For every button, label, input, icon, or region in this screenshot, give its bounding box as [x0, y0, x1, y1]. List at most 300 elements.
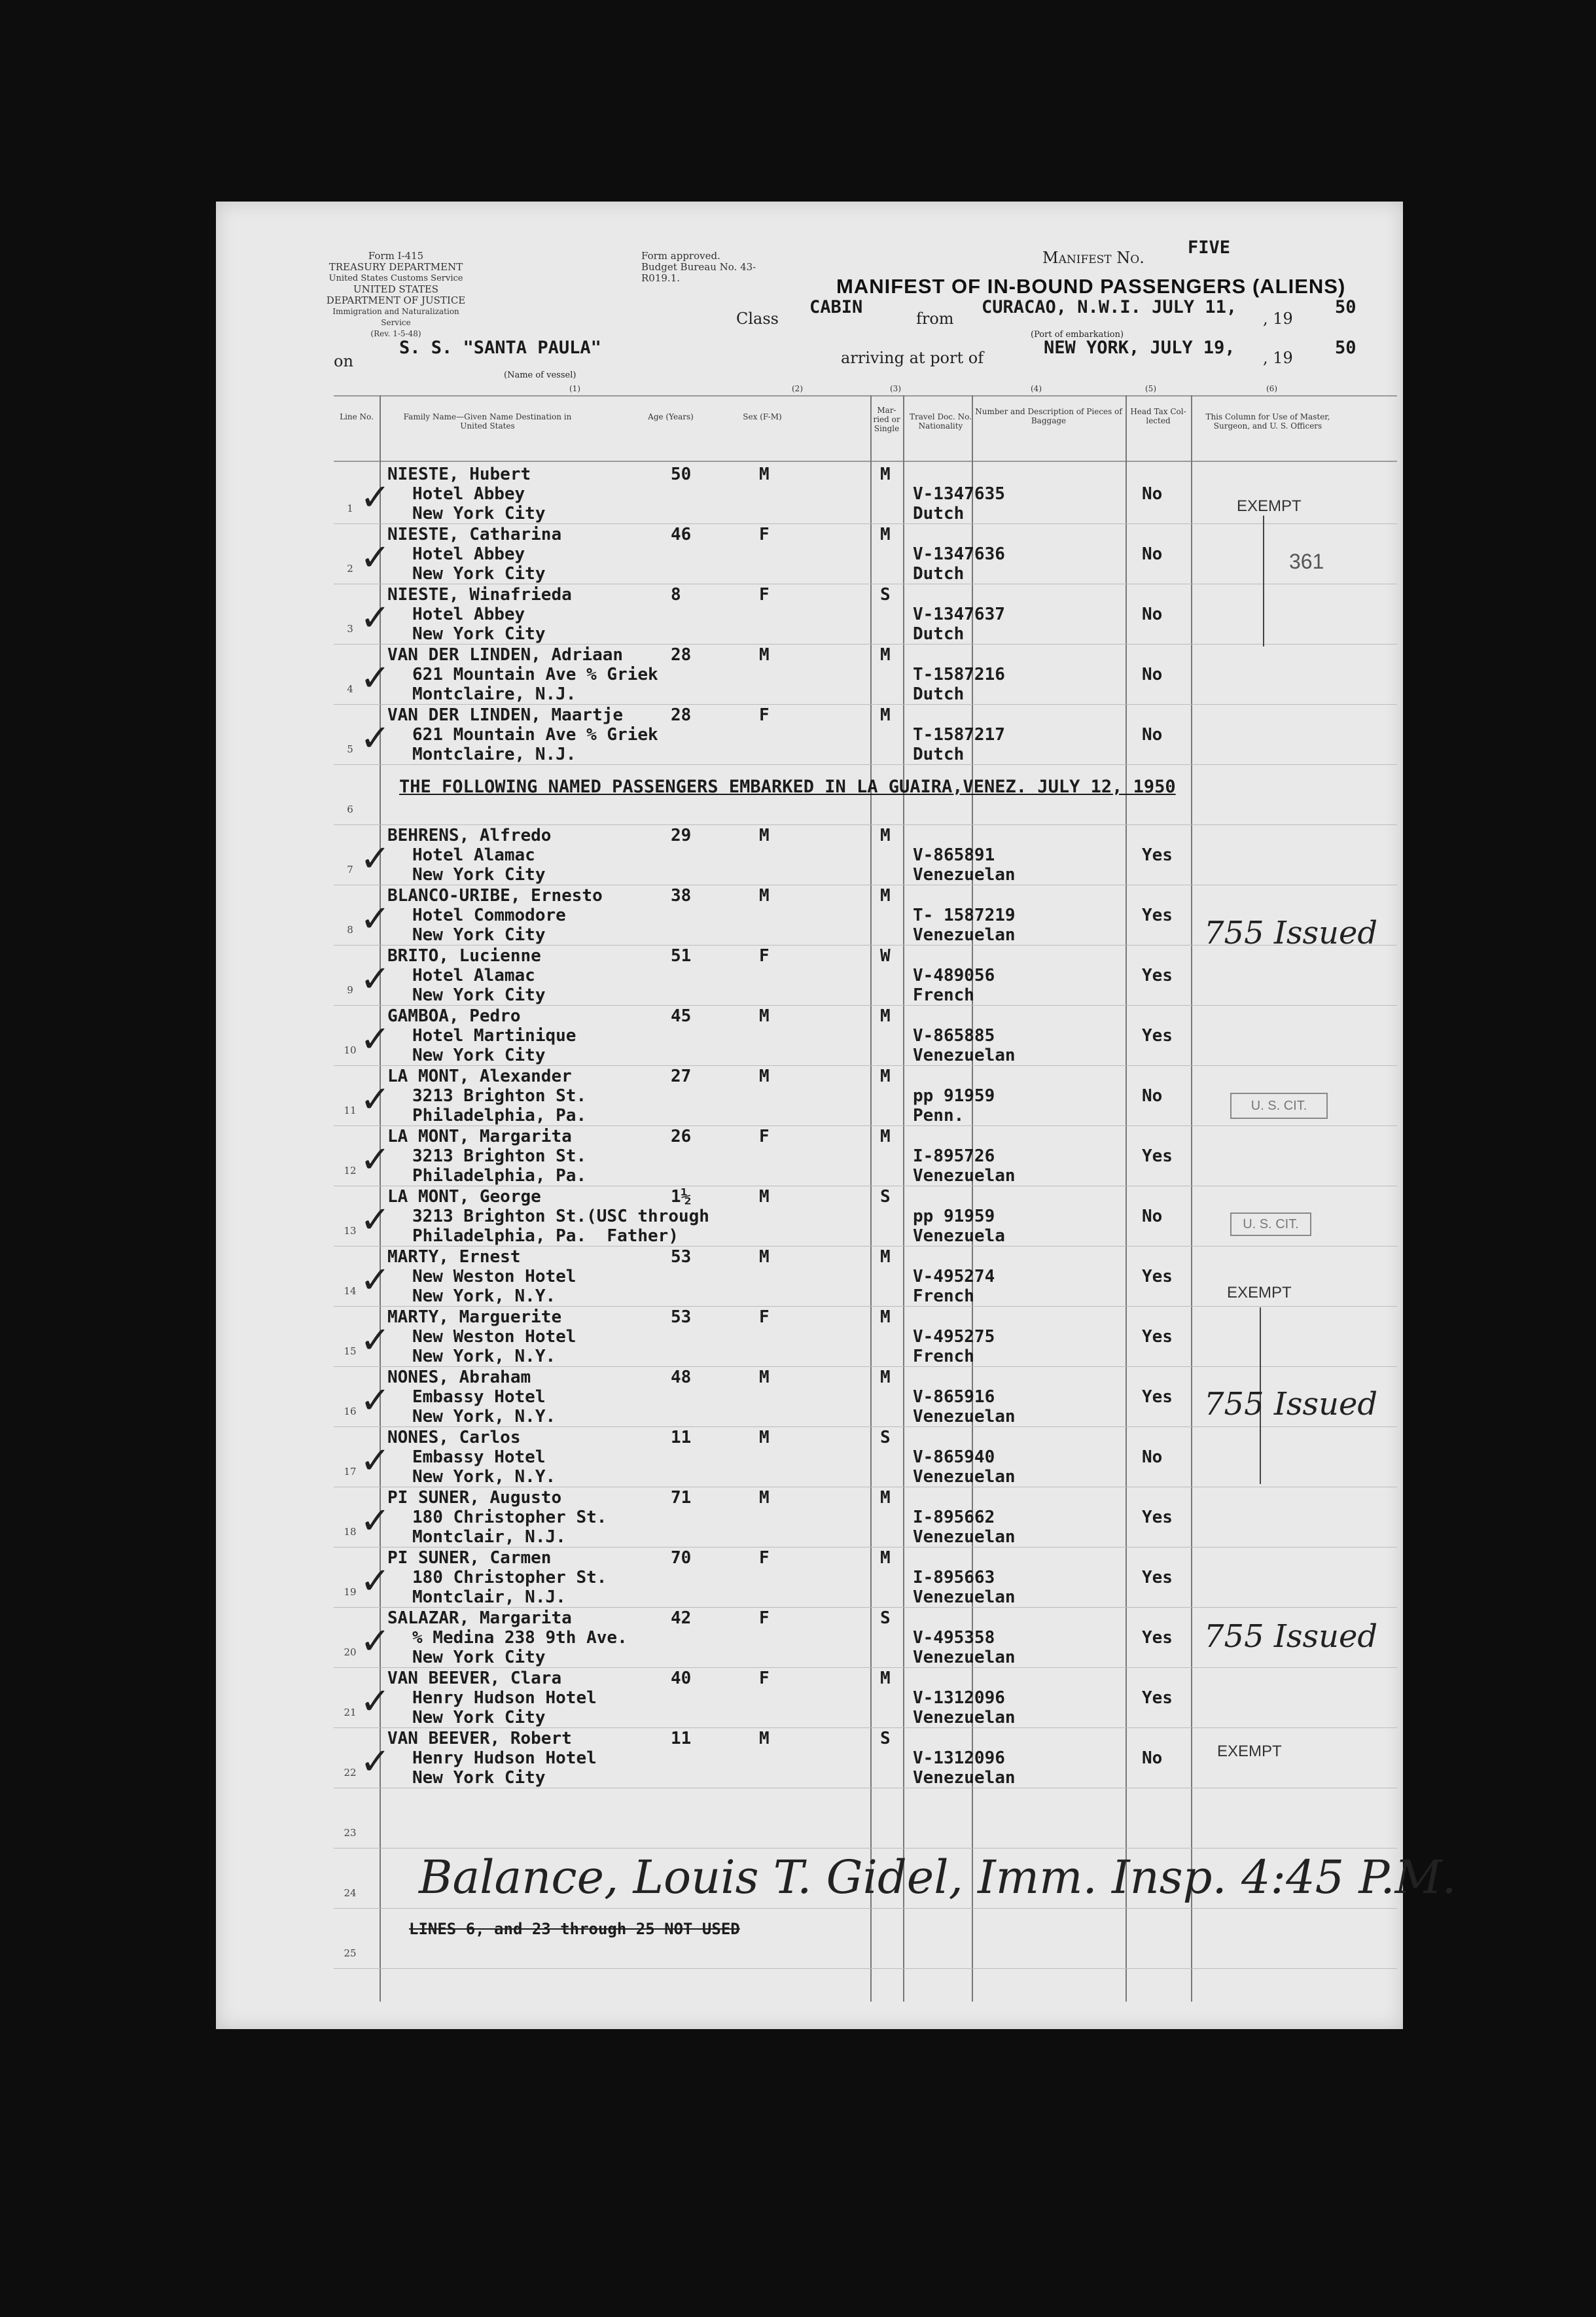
page-title: MANIFEST OF IN-BOUND PASSENGERS (ALIENS)	[836, 275, 1346, 298]
passenger-sex: M	[759, 465, 770, 484]
passenger-tax: Yes	[1142, 1628, 1173, 1648]
unused-lines-note: LINES 6, and 23 through 25 NOT USED	[409, 1920, 740, 1938]
passenger-addr2: New York City	[412, 504, 546, 523]
check-mark-icon: ✓	[360, 1018, 391, 1061]
passenger-mar: M	[880, 886, 891, 906]
row-rule	[334, 1246, 1397, 1247]
passenger-nat: Venezuelan	[913, 1587, 1016, 1607]
passenger-tax: No	[1142, 544, 1163, 564]
passenger-addr1: Hotel Abbey	[412, 605, 525, 624]
passenger-addr1: Hotel Commodore	[412, 906, 566, 925]
column-number: (2)	[792, 384, 803, 393]
arriving-label: arriving at port of	[841, 349, 984, 367]
passenger-addr2: Philadelphia, Pa.	[412, 1166, 587, 1186]
passenger-name: LA MONT, Alexander	[387, 1067, 572, 1086]
passenger-sex: M	[759, 1428, 770, 1447]
passenger-doc: V-495358	[913, 1628, 995, 1648]
issued-note: 755 Issued	[1204, 915, 1378, 951]
line-number: 18	[344, 1526, 357, 1538]
passenger-name: SALAZAR, Margarita	[387, 1608, 572, 1628]
check-mark-icon: ✓	[360, 1500, 391, 1542]
passenger-addr1: Hotel Alamac	[412, 845, 535, 865]
passenger-tax: Yes	[1142, 906, 1173, 925]
passenger-mar: M	[880, 1368, 891, 1387]
column-header-sex: Sex (F-M)	[743, 412, 782, 421]
passenger-addr2: New York, N.Y.	[412, 1286, 556, 1306]
passenger-name: NIESTE, Winafrieda	[387, 585, 572, 605]
passenger-nat: French	[913, 1286, 974, 1306]
passenger-nat: Penn.	[913, 1106, 965, 1125]
passenger-age: 11	[671, 1729, 692, 1748]
passenger-age: 28	[671, 645, 692, 665]
passenger-doc: I-895662	[913, 1508, 995, 1527]
passenger-addr1: Hotel Abbey	[412, 544, 525, 564]
line-number: 17	[344, 1466, 357, 1477]
passenger-name: NIESTE, Catharina	[387, 525, 562, 544]
passenger-tax: Yes	[1142, 1026, 1173, 1046]
year-prefix: , 19	[1263, 310, 1293, 328]
passenger-addr2: New York, N.Y.	[412, 1347, 556, 1366]
passenger-sex: F	[759, 705, 770, 725]
passenger-sex: F	[759, 1307, 770, 1327]
from-label: from	[916, 310, 954, 328]
passenger-nat: Venezuelan	[913, 1166, 1016, 1186]
passenger-addr2: New York City	[412, 1648, 546, 1667]
passenger-nat: French	[913, 1347, 974, 1366]
passenger-addr2: New York, N.Y.	[412, 1467, 556, 1487]
passenger-tax: No	[1142, 1086, 1163, 1106]
passenger-mar: M	[880, 826, 891, 845]
column-divider	[1191, 395, 1192, 2002]
bracket-line	[1263, 516, 1264, 646]
passenger-age: 53	[671, 1307, 692, 1327]
passenger-addr1: 180 Christopher St.	[412, 1508, 607, 1527]
passenger-mar: M	[880, 645, 891, 665]
passenger-age: 38	[671, 886, 692, 906]
passenger-tax: Yes	[1142, 1508, 1173, 1527]
passenger-nat: Venezuelan	[913, 1407, 1016, 1426]
passenger-addr2: Montclair, N.J.	[412, 1587, 566, 1607]
issued-note: 755 Issued	[1204, 1386, 1378, 1423]
row-rule	[334, 824, 1397, 825]
passenger-addr2: Montclaire, N.J.	[412, 684, 576, 704]
row-rule	[334, 1667, 1397, 1668]
passenger-doc: T-1587216	[913, 665, 1005, 684]
line-number: 22	[344, 1767, 357, 1778]
year-value: 50	[1335, 338, 1357, 358]
passenger-name: LA MONT, George	[387, 1187, 541, 1207]
table-header-rule	[334, 461, 1397, 462]
passenger-sex: M	[759, 645, 770, 665]
passenger-tax: Yes	[1142, 966, 1173, 985]
form-approved: Form approved.	[641, 250, 720, 262]
passenger-tax: Yes	[1142, 1327, 1173, 1347]
table-top-rule	[334, 395, 1397, 397]
passenger-addr1: New Weston Hotel	[412, 1267, 576, 1286]
line-number: 24	[344, 1887, 357, 1899]
dept-line: Immigration and Naturalization Service	[332, 307, 459, 327]
passenger-sex: M	[759, 1247, 770, 1267]
embark-note: (Port of embarkation)	[1031, 330, 1124, 340]
passenger-addr1: Hotel Alamac	[412, 966, 535, 985]
passenger-mar: M	[880, 1247, 891, 1267]
passenger-age: 70	[671, 1548, 692, 1568]
passenger-mar: M	[880, 1488, 891, 1508]
passenger-sex: F	[759, 1127, 770, 1146]
row-rule	[334, 1727, 1397, 1728]
passenger-name: BEHRENS, Alfredo	[387, 826, 552, 845]
passenger-addr2: New York City	[412, 1768, 546, 1788]
from-value: CURACAO, N.W.I. JULY 11,	[982, 297, 1237, 317]
passenger-sex: F	[759, 1669, 770, 1688]
passenger-sex: M	[759, 1488, 770, 1508]
passenger-addr1: % Medina 238 9th Ave.	[412, 1628, 628, 1648]
check-mark-icon: ✓	[360, 657, 391, 699]
passenger-doc: V-865885	[913, 1026, 995, 1046]
passenger-mar: M	[880, 1548, 891, 1568]
passenger-age: 53	[671, 1247, 692, 1267]
passenger-mar: S	[880, 585, 891, 605]
passenger-tax: Yes	[1142, 1568, 1173, 1587]
passenger-doc: pp 91959	[913, 1207, 995, 1226]
column-header-name: Family Name—Given Name Destination in United States	[403, 412, 572, 431]
line-number: 11	[344, 1105, 357, 1116]
passenger-doc: V-1347637	[913, 605, 1005, 624]
column-header-tax: Head Tax Col- lected	[1130, 407, 1186, 425]
row-rule	[334, 1125, 1397, 1126]
row-rule	[334, 764, 1397, 765]
column-divider	[870, 395, 872, 2002]
check-mark-icon: ✓	[360, 1440, 391, 1482]
column-header-officers: This Column for Use of Master, Surgeon, and U. S. Officers	[1205, 412, 1330, 431]
embarkation-note: THE FOLLOWING NAMED PASSENGERS EMBARKED IN LA GUAIRA,VENEZ. JULY 12, 1950	[399, 777, 1176, 797]
passenger-addr2: Philadelphia, Pa. Father)	[412, 1226, 679, 1246]
passenger-mar: S	[880, 1729, 891, 1748]
passenger-addr1: 3213 Brighton St.	[412, 1086, 587, 1106]
line-number: 19	[344, 1586, 357, 1598]
passenger-doc: I-895663	[913, 1568, 995, 1587]
row-rule	[334, 1366, 1397, 1367]
budget-number: Budget Bureau No. 43-R019.1.	[641, 261, 756, 284]
passenger-name: VAN DER LINDEN, Adriaan	[387, 645, 624, 665]
arrival-value: NEW YORK, JULY 19,	[1044, 338, 1235, 358]
revision: (Rev. 1-5-48)	[370, 329, 421, 338]
passenger-addr2: Montclaire, N.J.	[412, 745, 576, 764]
column-number: (1)	[569, 384, 580, 393]
us-citizen-stamp: U. S. CIT.	[1230, 1212, 1311, 1236]
passenger-addr1: Henry Hudson Hotel	[412, 1748, 597, 1768]
passenger-doc: V-865916	[913, 1387, 995, 1407]
passenger-name: BRITO, Lucienne	[387, 946, 541, 966]
row-rule	[334, 1547, 1397, 1548]
passenger-mar: M	[880, 1127, 891, 1146]
passenger-addr1: Embassy Hotel	[412, 1387, 546, 1407]
on-label: on	[334, 352, 353, 370]
line-number: 23	[344, 1827, 357, 1839]
passenger-doc: T- 1587219	[913, 906, 1016, 925]
row-rule	[334, 1968, 1397, 1969]
column-number: (4)	[1031, 384, 1042, 393]
passenger-nat: French	[913, 985, 974, 1005]
passenger-doc: V-1347636	[913, 544, 1005, 564]
passenger-sex: M	[759, 826, 770, 845]
column-divider	[1126, 395, 1127, 2002]
class-label: Class	[736, 310, 779, 328]
line-number: 2	[347, 563, 353, 575]
passenger-addr1: 621 Mountain Ave % Griek	[412, 665, 658, 684]
passenger-tax: No	[1142, 605, 1163, 624]
passenger-doc: V-1347635	[913, 484, 1005, 504]
passenger-name: LA MONT, Margarita	[387, 1127, 572, 1146]
passenger-name: MARTY, Ernest	[387, 1247, 521, 1267]
passenger-addr1: Embassy Hotel	[412, 1447, 546, 1467]
passenger-addr2: New York City	[412, 865, 546, 885]
passenger-age: 11	[671, 1428, 692, 1447]
passenger-name: MARTY, Marguerite	[387, 1307, 562, 1327]
passenger-nat: Venezuelan	[913, 1648, 1016, 1667]
passenger-addr2: New York City	[412, 925, 546, 945]
passenger-addr2: New York City	[412, 1708, 546, 1727]
row-rule	[334, 704, 1397, 705]
passenger-name: NONES, Abraham	[387, 1368, 531, 1387]
passenger-sex: M	[759, 1067, 770, 1086]
vessel-name: S. S. "SANTA PAULA"	[399, 338, 601, 358]
check-mark-icon: ✓	[360, 1078, 391, 1121]
manifest-label: Manifest No.	[1042, 249, 1144, 267]
passenger-nat: Dutch	[913, 624, 965, 644]
passenger-tax: No	[1142, 665, 1163, 684]
passenger-doc: V-1312096	[913, 1748, 1005, 1768]
passenger-age: 51	[671, 946, 692, 966]
check-mark-icon: ✓	[360, 1680, 391, 1723]
passenger-mar: M	[880, 705, 891, 725]
passenger-age: 1½	[671, 1187, 692, 1207]
passenger-mar: M	[880, 1669, 891, 1688]
passenger-nat: Venezuelan	[913, 1708, 1016, 1727]
column-header-doc: Travel Doc. No. Nationality	[910, 412, 972, 431]
check-mark-icon: ✓	[360, 1139, 391, 1181]
passenger-name: VAN BEEVER, Robert	[387, 1729, 572, 1748]
passenger-mar: S	[880, 1608, 891, 1628]
manifest-page	[216, 202, 1457, 2029]
passenger-tax: No	[1142, 1447, 1163, 1467]
row-rule	[334, 644, 1397, 645]
line-number: 25	[344, 1947, 357, 1959]
column-number: (5)	[1145, 384, 1156, 393]
check-mark-icon: ✓	[360, 1199, 391, 1241]
passenger-tax: No	[1142, 1748, 1163, 1768]
check-mark-icon: ✓	[360, 1620, 391, 1663]
passenger-addr1: Hotel Abbey	[412, 484, 525, 504]
line-number: 12	[344, 1165, 357, 1176]
passenger-addr1: Hotel Martinique	[412, 1026, 576, 1046]
check-mark-icon: ✓	[360, 1379, 391, 1422]
passenger-tax: Yes	[1142, 1387, 1173, 1407]
passenger-addr2: Philadelphia, Pa.	[412, 1106, 587, 1125]
passenger-mar: M	[880, 1307, 891, 1327]
passenger-age: 29	[671, 826, 692, 845]
column-header-line: Line No.	[340, 412, 374, 421]
year-value: 50	[1335, 297, 1357, 317]
passenger-name: BLANCO-URIBE, Ernesto	[387, 886, 603, 906]
passenger-sex: F	[759, 525, 770, 544]
passenger-name: GAMBOA, Pedro	[387, 1006, 521, 1026]
check-mark-icon: ✓	[360, 958, 391, 1000]
passenger-age: 8	[671, 585, 681, 605]
passenger-sex: F	[759, 585, 770, 605]
passenger-age: 45	[671, 1006, 692, 1026]
passenger-mar: M	[880, 525, 891, 544]
passenger-doc: V-489056	[913, 966, 995, 985]
line-number: 9	[347, 984, 353, 996]
passenger-addr1: New Weston Hotel	[412, 1327, 576, 1347]
passenger-mar: M	[880, 1006, 891, 1026]
dept-line: UNITED STATES DEPARTMENT OF JUSTICE	[326, 283, 466, 306]
issued-note: 755 Issued	[1204, 1618, 1378, 1655]
passenger-name: NONES, Carlos	[387, 1428, 521, 1447]
line-number: 7	[347, 864, 353, 876]
vessel-note: (Name of vessel)	[504, 370, 576, 380]
passenger-doc: V-495275	[913, 1327, 995, 1347]
passenger-tax: No	[1142, 1207, 1163, 1226]
exempt-note: EXEMPT	[1217, 1742, 1282, 1760]
passenger-nat: Venezuelan	[913, 865, 1016, 885]
passenger-sex: M	[759, 1368, 770, 1387]
passenger-sex: F	[759, 946, 770, 966]
passenger-doc: I-895726	[913, 1146, 995, 1166]
passenger-nat: Venezuelan	[913, 1768, 1016, 1788]
check-mark-icon: ✓	[360, 476, 391, 519]
line-number: 5	[347, 743, 353, 755]
line-number: 13	[344, 1225, 357, 1237]
row-rule	[334, 1908, 1397, 1909]
passenger-sex: M	[759, 1729, 770, 1748]
passenger-doc: V-1312096	[913, 1688, 1005, 1708]
passenger-tax: Yes	[1142, 1146, 1173, 1166]
line-number: 15	[344, 1345, 357, 1357]
line-number: 20	[344, 1646, 357, 1658]
passenger-age: 50	[671, 465, 692, 484]
line-number: 10	[344, 1044, 357, 1056]
line-number: 3	[347, 623, 353, 635]
passenger-name: VAN BEEVER, Clara	[387, 1669, 562, 1688]
passenger-addr1: 180 Christopher St.	[412, 1568, 607, 1587]
column-header-married: Mar- ried or Single	[873, 406, 900, 433]
passenger-doc: T-1587217	[913, 725, 1005, 745]
passenger-addr2: New York, N.Y.	[412, 1407, 556, 1426]
passenger-sex: F	[759, 1608, 770, 1628]
passenger-age: 40	[671, 1669, 692, 1688]
column-header-age: Age (Years)	[648, 412, 694, 421]
passenger-age: 46	[671, 525, 692, 544]
dept-line: United States Customs Service	[328, 274, 463, 283]
check-mark-icon: ✓	[360, 898, 391, 940]
check-mark-icon: ✓	[360, 597, 391, 639]
passenger-age: 71	[671, 1488, 692, 1508]
passenger-mar: W	[880, 946, 891, 966]
dept-line: TREASURY DEPARTMENT	[328, 261, 463, 273]
passenger-addr1: 3213 Brighton St.	[412, 1146, 587, 1166]
year-prefix: , 19	[1263, 349, 1293, 367]
passenger-sex: M	[759, 886, 770, 906]
check-mark-icon: ✓	[360, 1741, 391, 1783]
passenger-nat: Venezuela	[913, 1226, 1005, 1246]
form-id-block	[321, 251, 471, 340]
passenger-nat: Dutch	[913, 564, 965, 584]
check-mark-icon: ✓	[360, 838, 391, 880]
passenger-age: 27	[671, 1067, 692, 1086]
passenger-addr2: Montclair, N.J.	[412, 1527, 566, 1547]
passenger-nat: Dutch	[913, 504, 965, 523]
us-citizen-stamp: U. S. CIT.	[1230, 1093, 1328, 1119]
manifest-number: FIVE	[1188, 238, 1231, 258]
passenger-sex: F	[759, 1548, 770, 1568]
passenger-doc: V-865940	[913, 1447, 995, 1467]
row-rule	[334, 1306, 1397, 1307]
passenger-age: 48	[671, 1368, 692, 1387]
row-rule	[334, 523, 1397, 524]
passenger-sex: M	[759, 1006, 770, 1026]
row-rule	[334, 1065, 1397, 1066]
passenger-age: 42	[671, 1608, 692, 1628]
passenger-addr1: Henry Hudson Hotel	[412, 1688, 597, 1708]
check-mark-icon: ✓	[360, 1560, 391, 1602]
check-mark-icon: ✓	[360, 537, 391, 579]
column-header-baggage: Number and Description of Pieces of Baggage	[975, 407, 1122, 425]
passenger-tax: Yes	[1142, 845, 1173, 865]
line-number: 6	[347, 804, 353, 815]
passenger-nat: Venezuelan	[913, 925, 1016, 945]
passenger-addr2: New York City	[412, 985, 546, 1005]
passenger-addr2: New York City	[412, 564, 546, 584]
passenger-mar: M	[880, 1067, 891, 1086]
passenger-name: NIESTE, Hubert	[387, 465, 531, 484]
check-mark-icon: ✓	[360, 717, 391, 760]
passenger-doc: V-865891	[913, 845, 995, 865]
line-number: 21	[344, 1707, 357, 1718]
column-number: (3)	[890, 384, 901, 393]
line-number: 1	[347, 503, 353, 514]
column-divider	[903, 395, 904, 2002]
inspector-signature: Balance, Louis T. Gidel, Imm. Insp. 4:45 P.M.	[419, 1850, 1457, 1904]
passenger-tax: Yes	[1142, 1688, 1173, 1708]
passenger-addr2: New York City	[412, 624, 546, 644]
check-mark-icon: ✓	[360, 1259, 391, 1301]
passenger-name: PI SUNER, Carmen	[387, 1548, 552, 1568]
line-number: 8	[347, 924, 353, 936]
passenger-mar: S	[880, 1428, 891, 1447]
passenger-addr1: 3213 Brighton St.(USC through	[412, 1207, 709, 1226]
passenger-doc: pp 91959	[913, 1086, 995, 1106]
passenger-mar: M	[880, 465, 891, 484]
row-rule	[334, 1426, 1397, 1427]
passenger-doc: V-495274	[913, 1267, 995, 1286]
passenger-name: VAN DER LINDEN, Maartje	[387, 705, 624, 725]
row-rule	[334, 1607, 1397, 1608]
form-number: Form I-415	[368, 250, 424, 262]
passenger-nat: Venezuelan	[913, 1046, 1016, 1065]
check-mark-icon: ✓	[360, 1319, 391, 1362]
passenger-nat: Dutch	[913, 684, 965, 704]
line-number: 4	[347, 683, 353, 695]
passenger-age: 28	[671, 705, 692, 725]
exempt-note: EXEMPT	[1227, 1284, 1292, 1301]
passenger-tax: No	[1142, 484, 1163, 504]
passenger-nat: Venezuelan	[913, 1527, 1016, 1547]
passenger-sex: M	[759, 1187, 770, 1207]
inspector-number: 361	[1289, 550, 1324, 573]
passenger-mar: S	[880, 1187, 891, 1207]
